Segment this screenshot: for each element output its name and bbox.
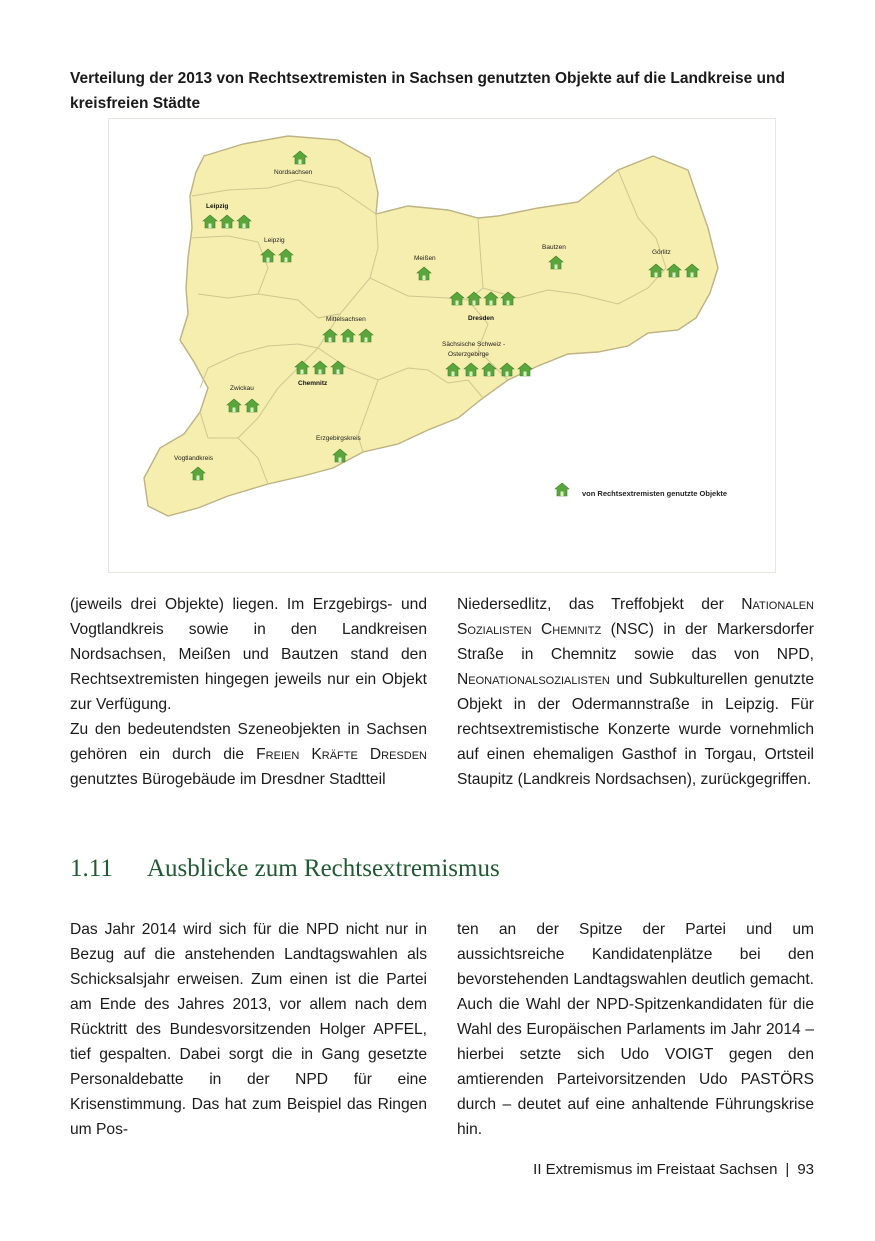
region-label: Nordsachsen [274, 169, 313, 176]
region-label: Meißen [414, 255, 436, 262]
region-label: Mittelsachsen [326, 316, 366, 323]
upper-left-column [70, 592, 427, 792]
upper-right-column [457, 592, 814, 792]
map-svg [108, 118, 776, 573]
region-label: Vogtlandkreis [174, 455, 214, 462]
text-run: genutztes Bürogebäude im Dresdner Stadtteil [70, 771, 386, 788]
section-number: 1.11 [70, 855, 113, 882]
paragraph: ten an der Spitze der Partei und um aussichtsreiche Kandidatenplätze bei den bevorstehenden Landtagswahlen deutlich gemacht. Auch die Wahl der NPD-Spitzenkandidaten für die Wahl des Europäischen Parlaments im Jahr 2014 – hierbei setzte sich Udo VOIGT gegen den amtierenden Parteivorsitzenden Udo PASTÖRS durch – deutet auf eine anhaltende Führungskrise hin. [457, 921, 814, 1138]
lower-left-column [70, 917, 427, 1142]
region-label: Dresden [468, 315, 495, 322]
running-section: II Extremismus im Freistaat Sachsen [533, 1161, 778, 1178]
paragraph [457, 592, 814, 792]
text-run: und Subkulturellen genutzte Objekt in der Odermannstraße in Leipzig. Für rechtsextremistische Konzerte wurde vornehmlich auf einen ehemaligen Gasthof in Torgau, Ortsteil Staupitz (Landkreis Nordsachsen), zurückgegriffen. [457, 671, 814, 788]
region-label: Leipzig [206, 203, 229, 210]
figure-caption: Verteilung der 2013 von Rechtsextremisten in Sachsen genutzten Objekte auf die Landkreise und kreisfreien Städte [70, 70, 785, 112]
paragraph [70, 717, 427, 792]
saxony-map [108, 118, 776, 573]
legend-label: von Rechtsextremisten genutzte Objekte [582, 489, 728, 498]
organization-name: Nationalen Sozialisten Chemnitz [457, 596, 814, 638]
section-heading [70, 855, 500, 883]
region-label: Osterzgebirge [448, 351, 489, 358]
page-footer [533, 1161, 814, 1178]
region-label: Erzgebirgskreis [316, 435, 361, 442]
text-run: Zu den bedeutendsten Szeneobjekten in Sachsen gehören ein durch die [70, 721, 427, 763]
paragraph: Das Jahr 2014 wird sich für die NPD nicht nur in Bezug auf die anstehenden Landtagswahlen als Schicksalsjahr erweisen. Zum einen ist die Partei am Ende des Jahres 2013, vor allem nach dem Rücktritt des Bundesvorsitzenden Holger APFEL, tief gespalten. Dabei sorgt die in Gang gesetzte Personaldebatte in der NPD für eine Krisenstimmung. Das hat zum Beispiel das Ringen um Pos- [70, 921, 427, 1138]
lower-right-column [457, 917, 814, 1142]
page-number: 93 [797, 1161, 814, 1178]
paragraph: (jeweils drei Objekte) liegen. Im Erzgebirgs- und Vogtlandkreis sowie in den Landkreisen Nordsachsen, Meißen und Bautzen stand den Rechtsextremisten hingegen jeweils nur ein Objekt zur Verfügung. [70, 596, 427, 713]
text-run: Niedersedlitz, das Treffobjekt der [457, 596, 742, 613]
footer-separator: | [785, 1161, 790, 1178]
region-label: Zwickau [230, 385, 254, 392]
region-label: Chemnitz [298, 380, 328, 387]
region-label: Leipzig [264, 237, 285, 244]
organization-name: Freien Kräfte Dresden [256, 746, 428, 763]
text-run: (NSC) in der Markersdorfer Straße in Chemnitz sowie das von NPD, [457, 621, 814, 663]
organization-name: Neonationalsozialisten [457, 671, 610, 688]
region-label: Görlitz [652, 249, 671, 256]
region-label: Sächsische Schweiz - [442, 341, 506, 348]
section-title: Ausblicke zum Rechtsextremismus [147, 855, 500, 882]
region-label: Bautzen [542, 244, 566, 251]
